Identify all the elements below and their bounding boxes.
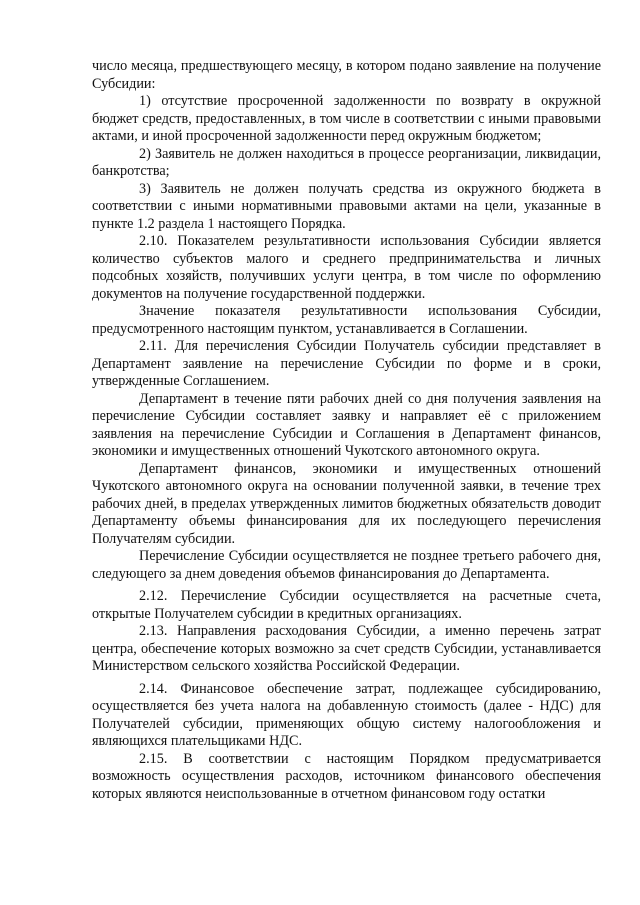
- paragraph-2-14: 2.14. Финансовое обеспечение затрат, подлежащее субсидированию, осуществляется без учета налога на добавленную стоимость (далее - НДС) для Получателей субсидии, применяющих общую систему налогообложения и являющихся плательщиками НДС.: [92, 680, 601, 749]
- paragraph-condition-2: 2) Заявитель не должен находиться в процессе реорганизации, ликвидации, банкротства;: [92, 145, 601, 179]
- paragraph-2-11-finance-department: Департамент финансов, экономики и имущественных отношений Чукотского автономного округа на основании полученной заявки, в течение трех рабочих дней, в пределах утвержденных лимитов бюджетных обязательств доводит Департаменту объемы финансирования для их последующего перечисления Получателям субсидии.: [92, 460, 601, 547]
- paragraph-2-11-department: Департамент в течение пяти рабочих дней со дня получения заявления на перечисление Субсидии составляет заявку и направляет её с приложением заявления на перечисление Субсидии и Соглашения в Департамент финансов, экономики и имущественных отношений Чукотского автономного округа.: [92, 390, 601, 459]
- paragraph-condition-1: 1) отсутствие просроченной задолженности по возврату в окружной бюджет средств, предоставленных, в том числе в соответствии с иными правовыми актами, и иной просроченной задолженности перед окружным бюджетом;: [92, 93, 601, 144]
- paragraph-2-11: 2.11. Для перечисления Субсидии Получатель субсидии представляет в Департамент заявление на перечисление Субсидии по форме и в сроки, утвержденные Соглашением.: [92, 338, 601, 389]
- paragraph-condition-3: 3) Заявитель не должен получать средства из окружного бюджета в соответствии с иными нормативными правовыми актами на цели, указанные в пункте 1.2 раздела 1 настоящего Порядка.: [92, 180, 601, 232]
- paragraph-2-12: 2.12. Перечисление Субсидии осуществляется на расчетные счета, открытые Получателем субсидии в кредитных организациях.: [92, 588, 601, 622]
- paragraph-2-15: 2.15. В соответствии с настоящим Порядком предусматривается возможность осуществления расходов, источником финансового обеспечения которых являются неиспользованные в отчетном финансовом году остатки: [92, 750, 601, 802]
- paragraph-2-10-value: Значение показателя результативности использования Субсидии, предусмотренного настоящим пунктом, устанавливается в Соглашении.: [92, 303, 601, 337]
- paragraph-2-11-transfer: Перечисление Субсидии осуществляется не позднее третьего рабочего дня, следующего за днем доведения объемов финансирования до Департамента.: [92, 548, 601, 582]
- document-body: [92, 58, 601, 803]
- paragraph-continuation: число месяца, предшествующего месяцу, в котором подано заявление на получение Субсидии:: [92, 58, 601, 92]
- paragraph-2-13: 2.13. Направления расходования Субсидии, а именно перечень затрат центра, обеспечение которых возможно за счет средств Субсидии, устанавливается Министерством сельского хозяйства Российской Федерации.: [92, 623, 601, 674]
- paragraph-2-10: 2.10. Показателем результативности использования Субсидии является количество субъектов малого и среднего предпринимательства и личных подсобных хозяйств, получивших услуги центра, в том числе по оформлению документов на получение государственной поддержки.: [92, 233, 601, 302]
